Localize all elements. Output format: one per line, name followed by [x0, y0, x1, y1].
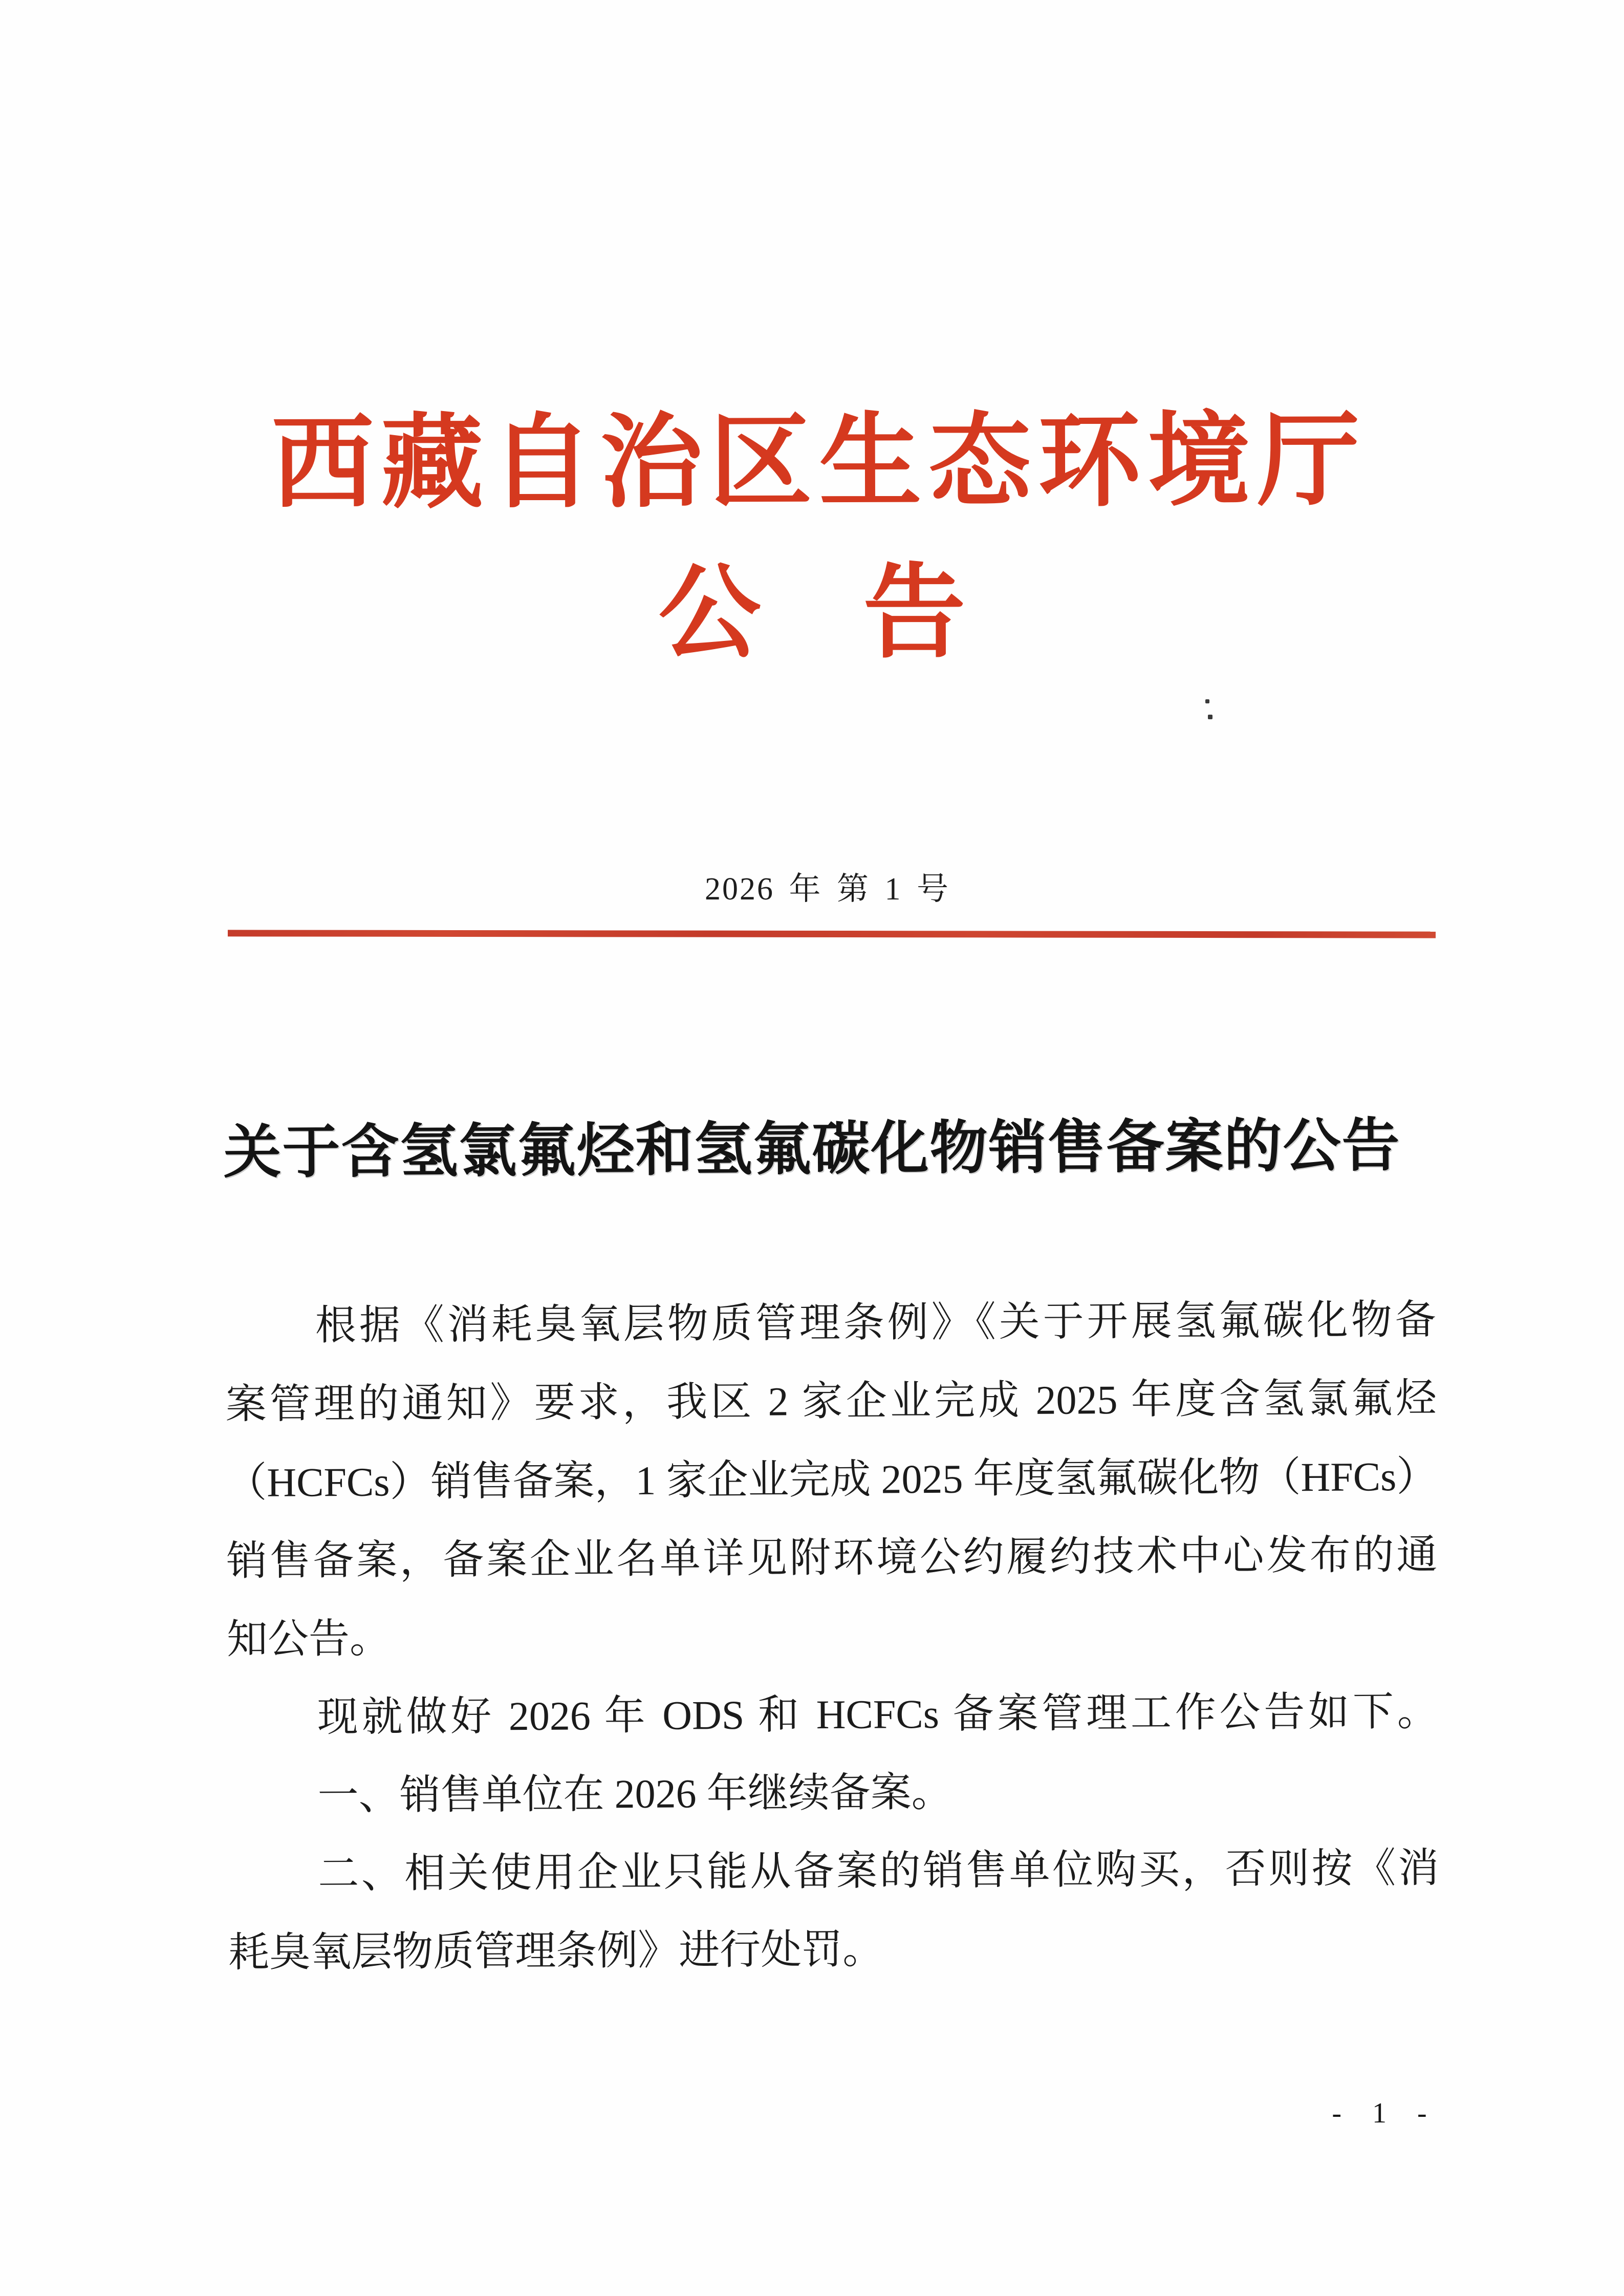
- scan-speck-icon: [1208, 715, 1212, 719]
- letterhead-rule: [228, 930, 1436, 938]
- doc-type-heading: 公 告: [658, 557, 966, 671]
- document-title: 关于含氢氯氟烃和氢氟碳化物销售备案的公告: [223, 1113, 1401, 1186]
- scan-speck-icon: [1205, 699, 1209, 703]
- body-line: 耗臭氧层物质管理条例》进行处罚。: [228, 1927, 884, 1976]
- body-line: 销售备案，备案企业名单详见附环境公约履约技术中心发布的通: [226, 1532, 1438, 1584]
- body-line: 现就做好 2026 年 ODS 和 HCFCs 备案管理工作公告如下。: [317, 1689, 1439, 1741]
- body-line: 案管理的通知》要求，我区 2 家企业完成 2025 年度含氢氯氟烃: [225, 1376, 1437, 1428]
- issue-number: 2026 年 第 1 号: [704, 872, 950, 907]
- body-line: 根据《消耗臭氧层物质管理条例》《关于开展氢氟碳化物备: [315, 1297, 1437, 1349]
- body-line: 二、相关使用企业只能从备案的销售单位购买，否则按《消: [318, 1846, 1439, 1897]
- body-line: 一、销售单位在 2026 年继续备案。: [317, 1770, 952, 1819]
- body-line: （HCFCs）销售备案，1 家企业完成 2025 年度氢氟碳化物（HFCs）: [226, 1454, 1438, 1506]
- body-line: 知公告。: [226, 1616, 391, 1663]
- issuer-name: 西藏自治区生态环境厅: [271, 405, 1367, 521]
- page-number: - 1 -: [1332, 2097, 1432, 2129]
- body-text: [225, 1281, 1439, 1992]
